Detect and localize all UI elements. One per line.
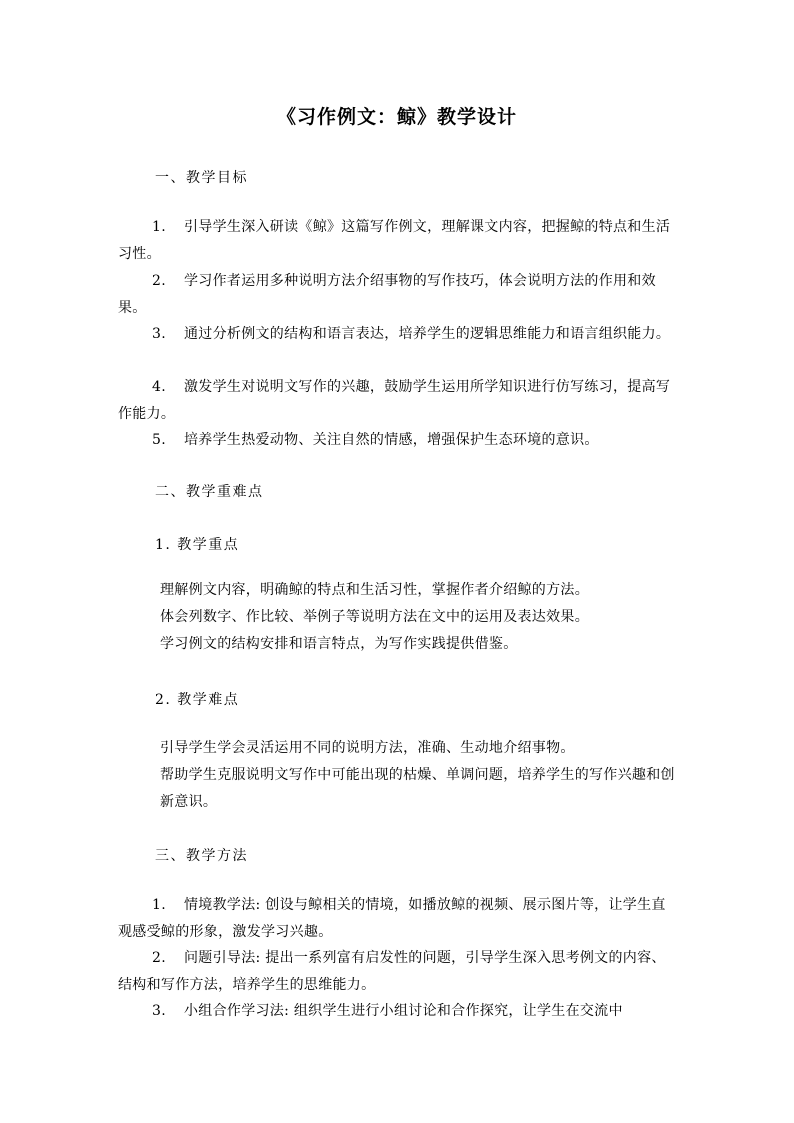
section-heading-methods: 三、教学方法: [155, 848, 248, 864]
paragraph: 体会列数字、作比较、举例子等说明方法在文中的运用及表达效果。: [160, 609, 589, 625]
list-item: 5. 培养学生热爱动物、关注自然的情感，增强保护生态环境的意识。: [152, 432, 599, 448]
list-item: 4. 激发学生对说明文写作的兴趣，鼓励学生运用所学知识进行仿写练习，提高写作能力。: [118, 379, 671, 422]
document-title: 《习作例文：鲸》教学设计: [276, 106, 517, 128]
paragraph: 理解例文内容，明确鲸的特点和生活习性，掌握作者介绍鲸的方法。: [160, 582, 589, 598]
list-item: 1. 情境教学法: 创设与鲸相关的情境，如播放鲸的视频、展示图片等，让学生直观感受鲸的形象，激发学习兴趣。: [118, 897, 666, 940]
list-item: 1. 引导学生深入研读《鲸》这篇写作例文，理解课文内容，把握鲸的特点和生活习性。: [118, 219, 671, 262]
section-heading-key-points: 二、教学重难点: [155, 484, 264, 500]
paragraph: 引导学生学会灵活运用不同的说明方法，准确、生动地介绍事物。: [160, 740, 575, 756]
list-item: 2. 学习作者运用多种说明方法介绍事物的写作技巧，体会说明方法的作用和效果。: [118, 273, 656, 316]
subsection-heading-difficulty: 2. 教学难点: [155, 692, 240, 708]
paragraph: 帮助学生克服说明文写作中可能出现的枯燥、单调问题，培养学生的写作兴趣和创新意识。: [160, 767, 675, 810]
section-heading-objectives: 一、教学目标: [155, 170, 248, 186]
paragraph: 学习例文的结构安排和语言特点，为写作实践提供借鉴。: [160, 636, 518, 652]
list-item: 3. 通过分析例文的结构和语言表达，培养学生的逻辑思维能力和语言组织能力。: [152, 326, 671, 342]
list-item: 3. 小组合作学习法: 组织学生进行小组讨论和合作探究，让学生在交流中: [152, 1003, 623, 1019]
list-item: 2. 问题引导法: 提出一系列富有启发性的问题，引导学生深入思考例文的内容、结构和写作方法，培养学生的思维能力。: [118, 950, 666, 993]
subsection-heading-focus: 1. 教学重点: [155, 537, 240, 553]
